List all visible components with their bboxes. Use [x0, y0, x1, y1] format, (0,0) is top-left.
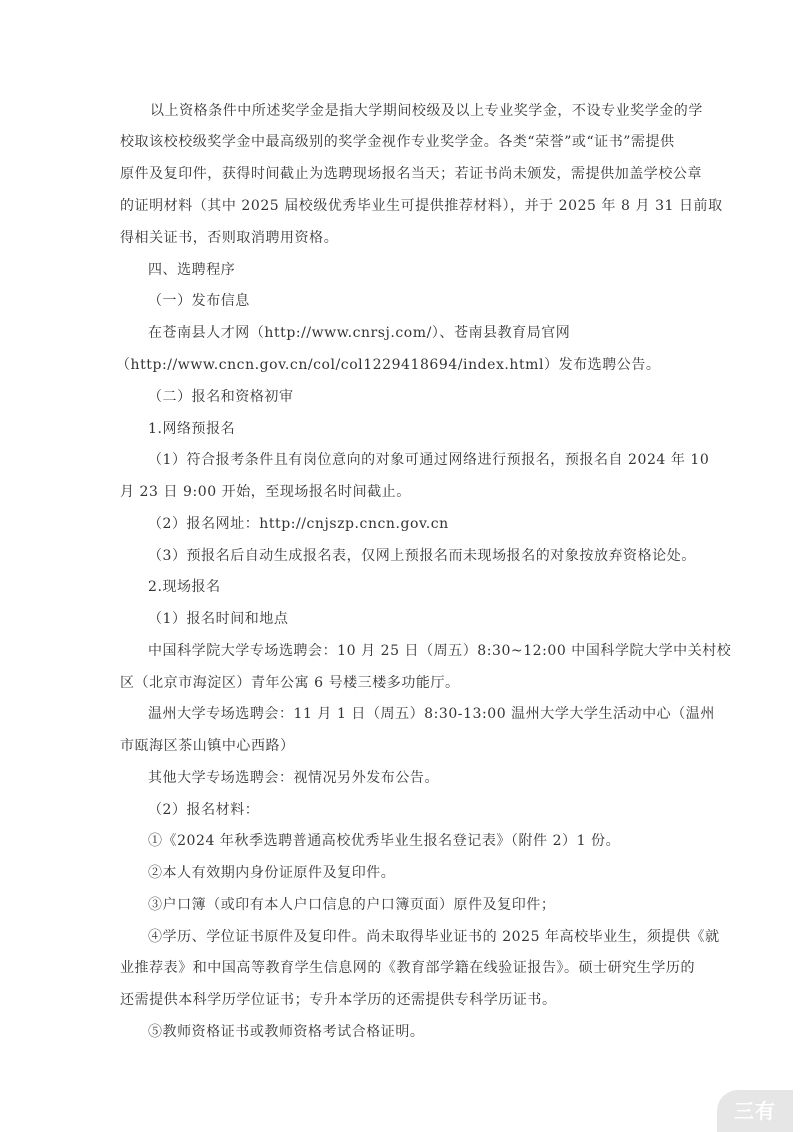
text-line-17: （1）报名时间和地点 — [148, 611, 289, 627]
text-line-30: ⑤教师资格证书或教师资格考试合格证明。 — [148, 1024, 425, 1040]
text-line-25: ②本人有效期内身份证原件及复印件。 — [148, 865, 396, 881]
site-watermark-logo: 三有 — [717, 1090, 793, 1132]
text-line-28: 业推荐表》和中国高等教育学生信息网的《教育部学籍在线验证报告》。硕士研究生学历的 — [120, 960, 695, 976]
text-line-8: 在苍南县人才网（http://www.cnrsj.com/）、苍南县教育局官网 — [148, 325, 571, 341]
subheading-onsite-reg: 2.现场报名 — [148, 579, 221, 595]
text-line-1: 以上资格条件中所述奖学金是指大学期间校级及以上专业奖学金，不设专业奖学金的学 — [150, 103, 703, 119]
text-line-21: 市瓯海区茶山镇中心西路） — [120, 738, 295, 754]
text-line-9: （http://www.cncn.gov.cn/col/col1229418694/index.html）发布选聘公告。 — [116, 357, 661, 373]
text-line-19: 区（北京市海淀区）青年公寓 6 号楼三楼多功能厅。 — [120, 675, 460, 691]
subheading-publish-info: （一）发布信息 — [148, 293, 250, 309]
text-line-24: ①《2024 年秋季选聘普通高校优秀毕业生报名登记表》（附件 2）1 份。 — [148, 833, 621, 849]
text-line-3: 原件及复印件，获得时间截止为选聘现场报名当天；若证书尚未颁发，需提供加盖学校公章 — [120, 166, 702, 182]
text-line-15: （3）预报名后自动生成报名表，仅网上预报名而未现场报名的对象按放弃资格论处。 — [148, 548, 696, 564]
text-line-27: ④学历、学位证书原件及复印件。尚未取得毕业证书的 2025 年高校毕业生，须提供《就 — [148, 929, 720, 945]
text-line-29: 还需提供本科学历学位证书；专升本学历的还需提供专科学历证书。 — [120, 992, 557, 1008]
text-line-12: （1）符合报考条件且有岗位意向的对象可通过网络进行预报名，预报名自 2024 年 10 — [148, 452, 710, 468]
text-line-14: （2）报名网址：http://cnjszp.cncn.gov.cn — [148, 516, 449, 532]
text-line-23: （2）报名材料： — [148, 802, 260, 818]
text-line-5: 得相关证书，否则取消聘用资格。 — [120, 230, 339, 246]
subheading-online-prereg: 1.网络预报名 — [148, 421, 236, 437]
text-line-2: 校取该校校级奖学金中最高级别的奖学金视作专业奖学金。各类“荣誉”或“证书”需提供 — [120, 134, 675, 150]
text-line-22: 其他大学专场选聘会：视情况另外发布公告。 — [148, 770, 439, 786]
text-line-13: 月 23 日 9:00 开始，至现场报名时间截止。 — [120, 484, 411, 500]
subheading-registration: （二）报名和资格初审 — [148, 389, 294, 405]
section-heading-procedure: 四、选聘程序 — [148, 262, 236, 278]
text-line-26: ③户口簿（或印有本人户口信息的户口簿页面）原件及复印件； — [148, 897, 556, 913]
text-line-4: 的证明材料（其中 2025 届校级优秀毕业生可提供推荐材料），并于 2025 年 8 月 31 日前取 — [120, 198, 723, 214]
text-line-18: 中国科学院大学专场选聘会：10 月 25 日（周五）8:30~12:00 中国科学院大学中关村校 — [148, 643, 732, 659]
text-line-20: 温州大学专场选聘会：11 月 1 日（周五）8:30-13:00 温州大学大学生活动中心（温州 — [148, 706, 715, 722]
